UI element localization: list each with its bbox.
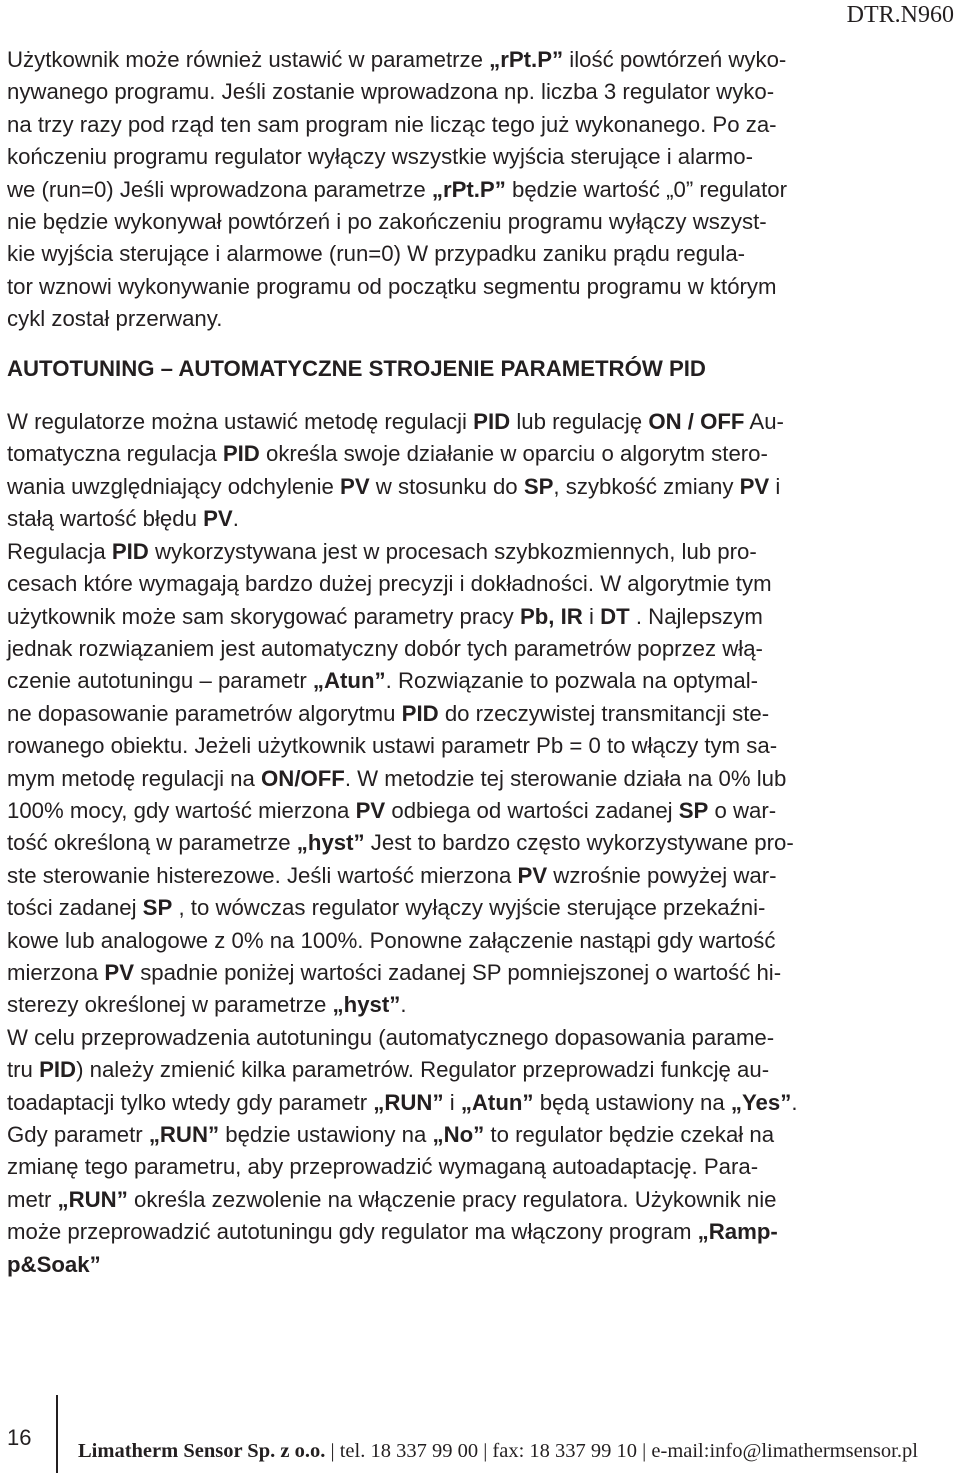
- bold-term: DT: [600, 603, 630, 629]
- text-line: [7, 633, 953, 665]
- text-run: określa zezwolenie na włączenie pracy regulatora. Użykownik nie: [127, 1186, 777, 1212]
- bold-term: PV: [739, 473, 770, 499]
- bold-term: „hyst”: [332, 992, 401, 1018]
- text-line: [7, 109, 953, 141]
- text-line: [7, 471, 953, 503]
- bold-term: „No”: [432, 1122, 485, 1147]
- text-line: [7, 795, 953, 827]
- text-run: o war-: [708, 797, 777, 823]
- text-line: [7, 76, 953, 108]
- text-run: metr: [7, 1186, 58, 1212]
- text-run: , szybkość zmiany: [553, 473, 740, 499]
- text-run: tości zadanej: [7, 895, 143, 921]
- text-line: [7, 503, 953, 535]
- text-line: [7, 1184, 953, 1216]
- text-line: [7, 763, 953, 795]
- text-line: [7, 206, 953, 238]
- text-line: [7, 1022, 953, 1054]
- text-run: nywanego programu. Jeśli zostanie wprowadzona np. liczba 3 regulator wyko-: [7, 79, 775, 105]
- text-line: [7, 827, 953, 859]
- text-line: [7, 1151, 953, 1183]
- bold-term: PV: [203, 506, 233, 532]
- text-run: tor wznowi wykonywanie programu od początku segmentu programu w którym: [7, 273, 777, 299]
- footer-contact: [78, 1440, 918, 1463]
- bold-term: PV: [340, 473, 370, 499]
- text-line: [7, 957, 953, 989]
- bold-term: „RUN”: [57, 1186, 128, 1212]
- text-run: do rzeczywistej transmitancji ste-: [438, 700, 770, 726]
- text-run: cykl został przerwany.: [7, 306, 223, 332]
- bold-term: SP: [678, 797, 709, 823]
- text-line: [7, 925, 953, 957]
- text-run: i: [443, 1089, 461, 1115]
- text-run: Gdy parametr: [7, 1122, 149, 1147]
- page-number: 16: [7, 1425, 32, 1450]
- text-run: wzrośnie powyżej war-: [547, 862, 777, 888]
- text-run: , to wówczas regulator wyłączy wyjście sterujące przekaźni-: [172, 895, 766, 921]
- bold-term: PID: [111, 538, 149, 564]
- text-line: [7, 698, 953, 730]
- text-run: odbiega od wartości zadanej: [385, 797, 679, 823]
- text-run: będzie ustawiony na: [219, 1122, 433, 1147]
- text-line: [7, 303, 953, 335]
- text-line: [7, 989, 953, 1021]
- text-line: [7, 1119, 953, 1151]
- text-line: [7, 860, 953, 892]
- text-run: spadnie poniżej wartości zadanej SP pomniejszonej o wartość hi-: [134, 959, 782, 985]
- paragraph-autotuning: [7, 406, 953, 1281]
- bold-term: „rPt.P”: [489, 47, 564, 72]
- footer-divider: [56, 1395, 58, 1473]
- text-run: wania uwzględniający odchylenie: [7, 473, 341, 499]
- text-run: .: [232, 506, 239, 532]
- text-run: tość określoną w parametrze: [7, 830, 297, 856]
- text-run: kończeniu programu regulator wyłączy wszystkie wyjścia sterujące i alarmo-: [7, 144, 754, 170]
- bold-term: PV: [355, 797, 386, 823]
- bold-term: p&Soak”: [7, 1251, 101, 1277]
- paragraph-repeat-program: [7, 44, 953, 336]
- text-run: ilość powtórzeń wyko-: [563, 47, 787, 72]
- text-run: jednak rozwiązaniem jest automatyczny dobór tych parametrów poprzez włą-: [7, 635, 763, 661]
- text-run: w stosunku do: [369, 473, 524, 499]
- bold-term: PV: [104, 959, 135, 985]
- bold-term: PID: [39, 1057, 77, 1083]
- text-run: 100% mocy, gdy wartość mierzona: [7, 797, 356, 823]
- text-line: [7, 406, 953, 438]
- bold-term: ON / OFF: [648, 409, 745, 435]
- text-run: Jest to bardzo często wykorzystywane pro-: [364, 830, 794, 856]
- bold-term: „Ramp-: [697, 1219, 778, 1245]
- text-run: ste sterowanie histerezowe. Jeśli wartość mierzona: [7, 862, 518, 888]
- section-heading-autotuning: AUTOTUNING – AUTOMATYCZNE STROJENIE PARAMETRÓW PID: [7, 355, 706, 381]
- bold-term: SP: [523, 473, 554, 499]
- bold-term: SP: [142, 895, 173, 921]
- text-run: tomatyczna regulacja: [7, 441, 223, 467]
- bold-term: „Atun”: [312, 668, 386, 694]
- text-line: [7, 438, 953, 470]
- text-run: rowanego obiektu. Jeżeli użytkownik ustawi parametr Pb = 0 to włączy tym sa-: [7, 733, 778, 759]
- text-line: [7, 1216, 953, 1248]
- text-run: ne dopasowanie parametrów algorytmu: [7, 700, 402, 726]
- footer-contact-details: | tel. 18 337 99 00 | fax: 18 337 99 10 | e-mail:info@limathermsensor.pl: [325, 1440, 918, 1462]
- text-line: [7, 568, 953, 600]
- text-run: kie wyjścia sterujące i alarmowe (run=0) W przypadku zaniku prądu regula-: [7, 241, 746, 267]
- text-line: [7, 271, 953, 303]
- text-run: zmianę tego parametru, aby przeprowadzić wymaganą autoadaptację. Para-: [7, 1154, 759, 1180]
- text-run: mierzona: [7, 959, 105, 985]
- text-run: czenie autotuningu – parametr: [7, 668, 313, 694]
- text-run: może przeprowadzić autotuningu gdy regulator ma włączony program: [7, 1219, 698, 1245]
- text-run: kowe lub analogowe z 0% na 100%. Ponowne załączenie nastąpi gdy wartość: [7, 927, 776, 953]
- text-run: Użytkownik może również ustawić w parametrze: [7, 47, 490, 72]
- footer-company: Limatherm Sensor Sp. z o.o.: [78, 1440, 326, 1462]
- text-run: . Najlepszym: [629, 603, 763, 629]
- bold-term: „hyst”: [296, 830, 365, 856]
- text-line: [7, 44, 953, 76]
- text-line: [7, 141, 953, 173]
- text-line: [7, 536, 953, 568]
- text-run: lub regulację: [510, 409, 649, 435]
- text-run: będą ustawiony na: [533, 1089, 731, 1115]
- text-run: toadaptacji tylko wtedy gdy parametr: [7, 1089, 374, 1115]
- text-run: .: [791, 1089, 798, 1115]
- text-run: wykorzystywana jest w procesach szybkozmiennych, lub pro-: [148, 538, 757, 564]
- text-run: to regulator będzie czekał na: [484, 1122, 775, 1147]
- text-line: [7, 730, 953, 762]
- text-run: cesach które wymagają bardzo dużej precyzji i dokładności. W algorytmie tym: [7, 571, 772, 597]
- text-run: użytkownik może sam skorygować parametry pracy: [7, 603, 520, 629]
- text-line: [7, 174, 953, 206]
- text-line: [7, 1249, 953, 1281]
- text-line: [7, 1054, 953, 1086]
- text-line: [7, 1087, 953, 1119]
- text-run: Au-: [744, 409, 784, 435]
- bold-term: „Yes”: [730, 1089, 792, 1115]
- page-content: [7, 44, 953, 1281]
- text-run: we (run=0) Jeśli wprowadzona parametrze: [7, 176, 432, 202]
- text-run: nie będzie wykonywał powtórzeń i po zakończeniu programu wyłączy wszyst-: [7, 209, 767, 235]
- text-line: [7, 238, 953, 270]
- text-run: W celu przeprowadzenia autotuningu (automatycznego dopasowania parame-: [7, 1024, 775, 1050]
- bold-term: „RUN”: [373, 1089, 444, 1115]
- text-run: .: [400, 992, 407, 1018]
- bold-term: PID: [401, 700, 439, 726]
- text-line: [7, 665, 953, 697]
- text-run: Regulacja: [7, 538, 112, 564]
- bold-term: „rPt.P”: [431, 176, 506, 202]
- bold-term: ON/OFF: [261, 765, 345, 791]
- bold-term: PV: [517, 862, 548, 888]
- text-run: na trzy razy pod rząd ten sam program nie licząc tego już wykonanego. Po za-: [7, 111, 777, 137]
- text-line: [7, 892, 953, 924]
- bold-term: „RUN”: [148, 1122, 220, 1147]
- text-run: W regulatorze można ustawić metodę regulacji: [7, 409, 474, 435]
- document-code: DTR.N960: [846, 2, 954, 28]
- text-run: będzie wartość „0” regulator: [505, 176, 787, 202]
- text-run: i: [582, 603, 601, 629]
- text-run: stałą wartość błędu: [7, 506, 204, 532]
- text-run: . W metodzie tej sterowanie działa na 0% lub: [344, 765, 787, 791]
- text-run: tru: [7, 1057, 40, 1083]
- bold-term: Pb, IR: [519, 603, 583, 629]
- bold-term: PID: [473, 409, 511, 435]
- text-run: . Rozwiązanie to pozwala na optymal-: [385, 668, 759, 694]
- text-run: mym metodę regulacji na: [7, 765, 262, 791]
- text-run: ) należy zmienić kilka parametrów. Regulator przeprowadzi funkcję au-: [76, 1057, 770, 1083]
- text-line: [7, 601, 953, 633]
- text-run: sterezy określonej w parametrze: [7, 992, 333, 1018]
- bold-term: PID: [222, 441, 260, 467]
- bold-term: „Atun”: [460, 1089, 534, 1115]
- text-run: i: [769, 473, 781, 499]
- text-run: określa swoje działanie w oparciu o algorytm stero-: [259, 441, 768, 467]
